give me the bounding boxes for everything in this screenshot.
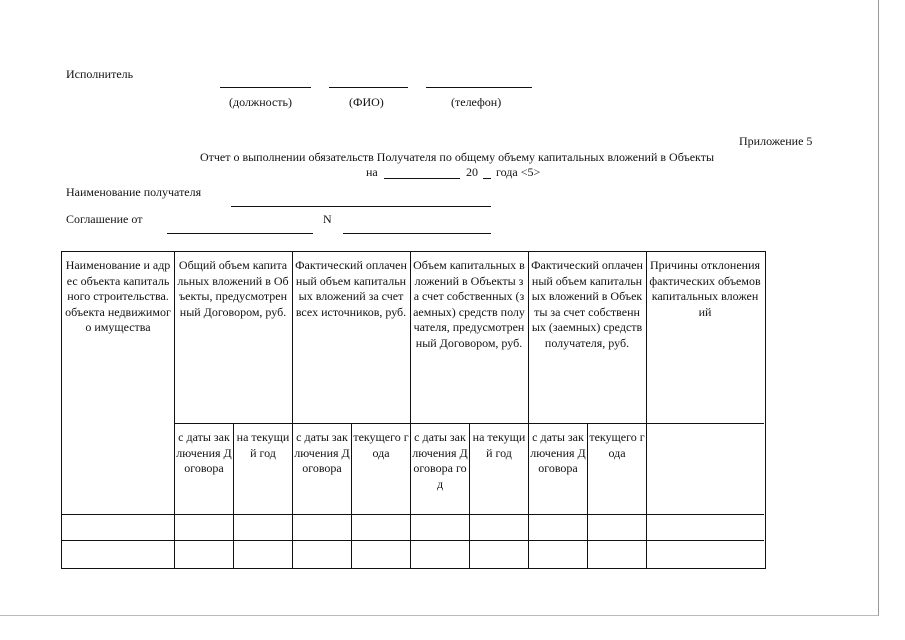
phone-line bbox=[426, 87, 532, 88]
agreement-number-line bbox=[343, 233, 491, 234]
column-header-own-planned: Объем капитальных вложений в Объекты за счет собственных (заемных) средств получателя, предусмотренный Договором, руб. bbox=[413, 258, 525, 350]
table-divider bbox=[233, 423, 234, 568]
subcolumn-header: с даты заключения Договора год bbox=[412, 430, 468, 491]
report-year-prefix: 20 bbox=[466, 165, 478, 179]
subcolumn-header: с даты заключения Договора bbox=[176, 430, 232, 476]
subcolumn-header: текущего года bbox=[589, 430, 645, 460]
report-year-line bbox=[483, 178, 491, 179]
table-divider bbox=[410, 251, 411, 568]
table-row-line bbox=[174, 423, 764, 424]
table-divider bbox=[351, 423, 352, 568]
recipient-label: Наименование получателя bbox=[66, 185, 202, 199]
recipient-line bbox=[231, 206, 491, 207]
subcolumn-header: с даты заключения Договора bbox=[530, 430, 586, 476]
subcolumn-header: текущего года bbox=[353, 430, 409, 460]
column-header-total-actual: Фактический оплаченный объем капитальных вложений за счет всех источников, руб. bbox=[295, 258, 407, 319]
phone-caption: (телефон) bbox=[451, 95, 502, 109]
agreement-number-label: N bbox=[323, 212, 332, 226]
column-header-own-actual: Фактический оплаченный объем капитальных вложений в Объекты за счет собственных (заемных) средств получателя, руб. bbox=[531, 258, 643, 350]
subcolumn-header: на текущий год bbox=[236, 430, 290, 460]
name-line bbox=[329, 87, 408, 88]
position-line bbox=[220, 87, 311, 88]
agreement-label: Соглашение от bbox=[66, 212, 143, 226]
table-divider bbox=[469, 423, 470, 568]
appendix-label: Приложение 5 bbox=[739, 134, 813, 148]
report-date-line bbox=[384, 178, 460, 179]
table-divider bbox=[528, 251, 529, 568]
subcolumn-header: на текущий год bbox=[472, 430, 526, 460]
column-header-deviation-reasons: Причины отклонения фактических объемов капитальных вложений bbox=[649, 258, 761, 319]
agreement-date-line bbox=[167, 233, 313, 234]
column-header-total-planned: Общий объем капитальных вложений в Объекты, предусмотренный Договором, руб. bbox=[177, 258, 289, 319]
table-divider bbox=[292, 251, 293, 568]
table-divider bbox=[587, 423, 588, 568]
table-row-line bbox=[61, 514, 764, 515]
report-title: Отчет о выполнении обязательств Получателя по общему объему капитальных вложений в Объекты bbox=[199, 150, 715, 164]
table-divider bbox=[646, 251, 647, 568]
table-row-line bbox=[61, 540, 764, 541]
subcolumn-header: с даты заключения Договора bbox=[294, 430, 350, 476]
column-header-object: Наименование и адрес объекта капитального строительства. объекта недвижимого имущества bbox=[65, 258, 171, 335]
executor-label: Исполнитель bbox=[66, 67, 134, 81]
position-caption: (должность) bbox=[229, 95, 292, 109]
report-date-suffix: года <5> bbox=[496, 165, 541, 179]
report-date-prefix: на bbox=[366, 165, 378, 179]
name-caption: (ФИО) bbox=[349, 95, 384, 109]
table-divider bbox=[174, 251, 175, 568]
